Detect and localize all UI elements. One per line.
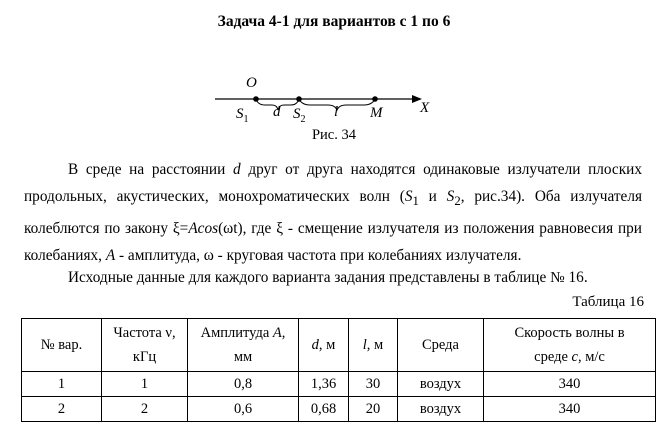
header-variant: № вар. [22, 319, 102, 372]
cell-variant: 2 [22, 397, 102, 422]
header-l: l, м [349, 319, 398, 372]
table-header-row [22, 319, 656, 372]
header-d: d, м [299, 319, 349, 372]
label-s2: $S_2$ [293, 106, 306, 125]
cell-amplitude: 0,8 [188, 372, 299, 397]
label-l: l [334, 104, 339, 120]
header-amplitude: Амплитуда A, мм [188, 319, 299, 372]
cell-variant: 1 [22, 372, 102, 397]
table-row [22, 397, 656, 422]
header-frequency: Частота ν, кГц [102, 319, 188, 372]
problem-paragraph: В среде на расстоянии d друг от друга находятся одинаковые излучатели плоских продольных, акустических, монохроматических волн ($S_1$ и $S_2$, рис.34). Оба излучателя колеблются по закону ξ=Acos(ωt), где ξ - смещение излучателя из положения равновесия при колебаниях, A - амплитуда, ω - круговая частота при колебаниях излучателя. [24, 161, 642, 265]
page-title: Задача 4-1 для вариантов с 1 по 6 [217, 13, 451, 30]
table-row [22, 372, 656, 397]
table-caption: Таблица 16 [572, 294, 644, 310]
label-x: X [420, 100, 430, 116]
label-o: O [246, 75, 257, 91]
figure-caption: Рис. 34 [311, 127, 356, 143]
figure-34 [200, 70, 450, 125]
header-medium: Среда [398, 319, 484, 372]
cell-frequency: 1 [102, 372, 188, 397]
cell-l: 30 [349, 372, 398, 397]
cell-wave-speed: 340 [484, 397, 656, 422]
cell-l: 20 [349, 397, 398, 422]
label-s1: $S_1$ [236, 106, 249, 125]
cell-medium: воздух [398, 372, 484, 397]
label-d: d [273, 104, 281, 120]
cell-d: 1,36 [299, 372, 349, 397]
cell-medium: воздух [398, 397, 484, 422]
cell-amplitude: 0,6 [188, 397, 299, 422]
header-wave-speed: Скорость волны в среде c, м/с [484, 319, 656, 372]
label-m: M [370, 105, 383, 121]
cell-d: 0,68 [299, 397, 349, 422]
data-reference-paragraph: Исходные данные для каждого варианта задания представлены в таблице № 16. [68, 269, 588, 286]
variants-table [21, 318, 656, 422]
cell-frequency: 2 [102, 397, 188, 422]
cell-wave-speed: 340 [484, 372, 656, 397]
